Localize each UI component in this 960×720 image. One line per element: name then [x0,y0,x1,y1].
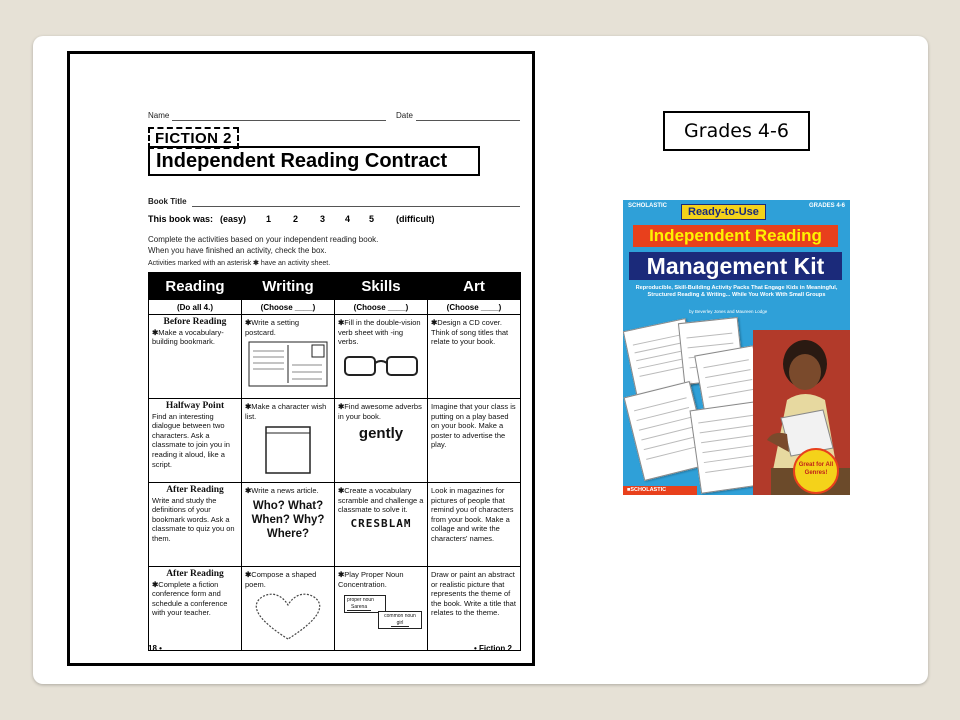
skills-cell [335,567,428,651]
cell-text: Write a news article. [251,486,319,495]
rating-label: This book was: [148,214,214,224]
worksheet-title: Independent Reading Contract [148,146,480,176]
skills-cell [335,483,428,567]
notepad-icon [258,425,318,475]
asterisk-icon: ✱ [338,402,345,411]
proper-noun-value: Sarena [347,604,371,611]
cell-text: Write a setting postcard. [245,318,300,337]
asterisk-note-a: Activities marked with an asterisk [148,260,252,267]
cell-text: Find an interesting dialogue between two characters. Ask a classmate to join you in reading it aloud, like a script. [152,411,230,469]
date-label: Date [396,111,413,120]
asterisk-icon: ✱ [338,570,345,579]
asterisk-note-b: have an activity sheet. [260,260,331,267]
cell-text: Fill in the double-vision verb sheet with -ing verbs. [338,318,421,347]
column-header-reading: Reading [149,273,242,300]
cover-tagline: Reproducible, Skill-Building Activity Packs That Engage Kids in Meaningful, Structured Reading & Writing... While You Work With Small Groups [635,285,838,298]
cell-text: Play Proper Noun Concentration. [338,570,404,589]
instructions-line-2: When you have finished an activity, check the box. [148,246,327,255]
news-questions-3: Where? [266,527,310,540]
book-title-line [192,206,520,207]
asterisk-icon: ✱ [245,570,252,579]
writing-cell [242,399,335,483]
art-cell [428,399,521,483]
rating-high: (difficult) [396,214,435,224]
adverb-example: gently [358,425,404,443]
asterisk-icon: ✱ [338,486,345,495]
scramble-example: CRESBLAM [350,516,412,530]
cell-text: Make a character wish list. [245,402,327,421]
news-questions-2: When? Why? [251,513,325,526]
cell-heading: Before Reading [163,317,227,327]
table-row [149,315,521,399]
column-sub-art: (Choose ____) [428,300,521,315]
instructions-line-1: Complete the activities based on your independent reading book. [148,235,379,244]
cell-text: Write and study the definitions of your bookmark words. Ask a classmate to quiz you on them. [152,495,235,543]
cell-text: Make a vocabulary-building bookmark. [152,327,224,347]
writing-cell [242,483,335,567]
rating-3: 3 [320,214,326,224]
cell-text: Draw or paint an abstract or realistic picture that represents the theme of the book. Write a title that relates to the theme. [431,570,516,618]
cover-banner: Ready-to-Use [681,204,766,220]
art-cell [428,315,521,399]
table-row [149,399,521,483]
asterisk-icon: ✱ [152,327,159,337]
asterisk-icon: ✱ [245,402,252,411]
news-questions-1: Who? What? [252,499,324,512]
cell-text: Design a CD cover. Think of song titles that relate to your book. [431,318,509,347]
reading-cell [149,483,242,567]
asterisk-icon: ✱ [338,318,345,327]
cell-heading: Halfway Point [165,401,225,411]
reading-cell [149,399,242,483]
cell-text: Create a vocabulary scramble and challenge a classmate to solve it. [338,486,424,515]
column-sub-reading: (Do all 4.) [149,300,242,315]
cell-text: Complete a fiction conference form and schedule a conference with your teacher. [152,579,228,618]
writing-cell [242,567,335,651]
postcard-icon [248,341,328,387]
cover-grade-range: GRADES 4-6 [808,203,845,209]
name-label: Name [148,111,170,120]
table-row [149,567,521,651]
rating-5: 5 [369,214,375,224]
cover-title-line-2: Management Kit [629,252,842,280]
writing-cell [242,315,335,399]
column-sub-writing: (Choose ____) [242,300,335,315]
column-header-skills: Skills [335,273,428,300]
series-badge: FICTION 2 [148,127,239,149]
column-sub-skills: (Choose ____) [335,300,428,315]
column-header-art: Art [428,273,521,300]
rating-low: (easy) [220,214,247,224]
skills-cell [335,315,428,399]
asterisk-icon: ✱ [245,486,252,495]
asterisk-icon: ✱ [152,579,159,589]
book-cover-image [623,200,850,495]
activity-grid [148,272,521,651]
skills-cell [335,399,428,483]
cell-text: Imagine that your class is putting on a play based on your book. Make a poster to advertise the play. [431,402,516,450]
book-title-label: Book Title [148,197,187,206]
rating-2: 2 [293,214,299,224]
glasses-icon [341,351,421,381]
worksheet-page [67,51,535,666]
proper-noun-label: proper noun [347,597,374,604]
cell-heading: After Reading [166,569,224,579]
cell-text: Look in magazines for pictures of people that remind you of characters from your book. Make a collage and write the characters' names. [431,486,514,543]
cover-title-line-1: Independent Reading [633,225,838,247]
cover-authors: by Beverley Jones and Maureen Lodge [689,309,768,314]
name-line [172,120,386,121]
rating-1: 1 [266,214,272,224]
noun-cards [338,593,424,633]
asterisk-note [148,259,330,267]
table-row [149,483,521,567]
date-line [416,120,520,121]
cell-text: Compose a shaped poem. [245,570,317,589]
reading-cell [149,315,242,399]
publisher-logo: SCHOLASTIC [628,203,667,209]
page-footer-label: • Fiction 2 [474,644,512,653]
art-cell [428,483,521,567]
common-noun-label: common noun [384,613,416,620]
cover-footer-brand: ■SCHOLASTIC [623,486,697,495]
cell-heading: After Reading [166,485,224,495]
cell-text: Find awesome adverbs in your book. [338,402,422,421]
column-header-writing: Writing [242,273,335,300]
common-noun-card [378,611,422,629]
asterisk-icon: ✱ [253,260,259,267]
asterisk-icon: ✱ [431,318,438,327]
common-noun-value: girl [391,620,410,627]
grades-badge: Grades 4-6 [663,111,810,151]
page-number: 18 • [148,644,162,653]
cover-starburst: Great for All Genres! [793,448,839,494]
heart-poem-icon [248,591,328,643]
reading-cell [149,567,242,651]
asterisk-icon: ✱ [245,318,252,327]
rating-4: 4 [345,214,351,224]
art-cell [428,567,521,651]
